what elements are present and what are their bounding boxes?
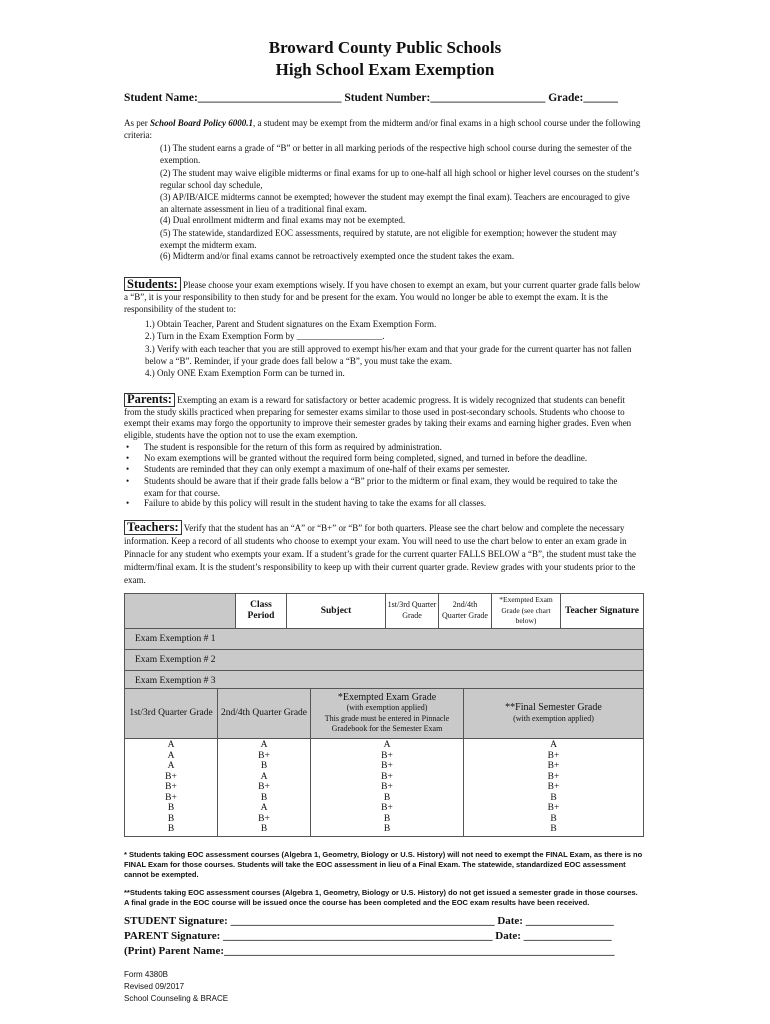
students-heading: Students: xyxy=(124,277,181,291)
title-form: High School Exam Exemption xyxy=(275,60,495,79)
grade-cell: B+ xyxy=(381,782,393,792)
grade-cell: B+ xyxy=(165,782,177,792)
grade-cell: B xyxy=(550,792,557,803)
grade-cell: B xyxy=(383,792,391,803)
grade-h2: 2nd/4th Quarter Grade xyxy=(218,689,311,739)
exemption-row-1: Exam Exemption # 1 xyxy=(125,628,644,649)
criteria-item: (2) The student may waive eligible midterms or final exams for up to one-half all high school or higher level courses on the student’s regular school day schedule, xyxy=(160,168,639,190)
student-step: 3.) Verify with each teacher that you are still approved to exempt his/her exam and that your grade for the current quarter has not fallen below a “B”. Reminder, if your grade does fall below a “B”, you must take the exam. xyxy=(145,344,632,366)
grade-col-1 xyxy=(125,739,218,837)
col-teacher-signature: Teacher Signature xyxy=(561,594,644,629)
title-district: Broward County Public Schools xyxy=(268,38,502,57)
grade-h1: 1st/3rd Quarter Grade xyxy=(125,689,218,739)
grade-cell: A xyxy=(550,740,557,750)
col-exempted: *Exempted Exam Grade (see chart below) xyxy=(492,594,561,629)
exemption-row-3: Exam Exemption # 3 xyxy=(125,670,644,691)
criteria-item: (1) The student earns a grade of “B” or better in all marking periods of the respective high school course during the semester of the exemption. xyxy=(160,143,632,165)
criteria-item: (3) AP/IB/AICE midterms cannot be exempted; however the student may exempt the final exam). Teachers are encouraged to give an alternate assessment in lieu of a traditional final exam. xyxy=(160,192,630,214)
grade-cell: B+ xyxy=(547,761,560,771)
parent-bullet: • Failure to abide by this policy will result in the student having to take the exams for all classes. xyxy=(126,498,487,508)
grade-col-2 xyxy=(218,739,311,837)
teachers-section: Teachers: Verify that the student has an “A” or “B+” or “B” for both quarters. Please see the chart below and complete the necessary information. Keep a record of all students who choose to exempt your exam. You will need to use the chart below to enter an exam grade in Pinnacle for any student who exempts your exam. If a student’s grade for the current quarter FALLS BELOW a “B”, the student must take the midterm/final exam. It is the student’s responsibility to keep up with their current quarter grade. Review grades with your students prior to the exam. xyxy=(124,520,637,585)
col-class-period: Class Period xyxy=(236,594,287,629)
parent-bullet: • Students are reminded that they can only exempt a maximum of one-half of their exams per semester. xyxy=(126,464,510,474)
grade-cell: B+ xyxy=(547,750,560,761)
grade-cell: B+ xyxy=(258,782,270,792)
grade-h4: **Final Semester Grade (with exemption applied) xyxy=(464,689,644,739)
grade-cell: A xyxy=(260,740,268,750)
footer-form: Form 4380B xyxy=(124,970,169,979)
grade-cell: A xyxy=(260,771,268,782)
intro-paragraph: As per School Board Policy 6000.1, a student may be exempt from the midterm and/or final exams in a high school course under the following criteria: xyxy=(124,118,641,140)
grade-cell: B+ xyxy=(547,803,560,813)
col-subject: Subject xyxy=(287,594,386,629)
grade-cell: B+ xyxy=(381,803,393,813)
grade-col-4 xyxy=(464,739,644,837)
grade-cell: B+ xyxy=(381,771,393,782)
note-1: * Students taking EOC assessment courses (Algebra 1, Geometry, Biology or U.S. History) will not need to exempt the FINAL Exam, as there is no FINAL Exam for those courses. Students will take the EOC assessment in lieu of a Final Exam. The statewide, standardized EOC assessment cannot be exempted. xyxy=(124,850,643,879)
footer-revised: Revised 09/2017 xyxy=(124,982,185,991)
grade-cell: B xyxy=(550,824,557,834)
grade-cell: A xyxy=(167,750,175,761)
grade-chart-table xyxy=(124,688,644,837)
parent-bullet: • Students should be aware that if their grade falls below a “B” prior to the midterm or final exam, they would be required to take the exam for that course. xyxy=(126,476,618,498)
student-info-line: Student Name:_________________________ Student Number:____________________ Grade:______ xyxy=(124,92,618,104)
grade-cell: B xyxy=(383,813,391,824)
student-step: 1.) Obtain Teacher, Parent and Student signatures on the Exam Exemption Form. xyxy=(145,319,437,329)
parents-heading: Parents: xyxy=(124,393,175,407)
grade-cell: B+ xyxy=(165,771,177,782)
grade-cell: A xyxy=(167,761,175,771)
col-q1: 1st/3rd Quarter Grade xyxy=(386,594,439,629)
col-q2: 2nd/4th Quarter Grade xyxy=(439,594,492,629)
grade-cell: B xyxy=(260,792,268,803)
grade-cell: B+ xyxy=(258,750,270,761)
parent-bullet: • The student is responsible for the return of this form as required by administration. xyxy=(126,442,442,452)
grade-cell: B xyxy=(167,803,175,813)
grade-cell: B xyxy=(383,824,391,834)
grade-cell: A xyxy=(167,740,175,750)
grade-cell: B xyxy=(550,813,557,824)
grade-col-3 xyxy=(311,739,464,837)
teachers-heading: Teachers: xyxy=(124,520,182,535)
grade-cell: B xyxy=(260,824,268,834)
grade-cell: B xyxy=(167,824,175,834)
student-step: 2.) Turn in the Exam Exemption Form by ___________________. xyxy=(145,331,385,341)
criteria-item: (6) Midterm and/or final exams cannot be retroactively exempted once the student takes the exam. xyxy=(160,251,515,261)
students-section: Students: Please choose your exam exemptions wisely. If you have chosen to exempt an exam, but your current quarter grade falls below a “B”, it is your responsibility to then study for and be present for the exam. You would no longer be able to exempt the exam. It is the responsibility of the student to: xyxy=(124,277,641,314)
footer-dept: School Counseling & BRACE xyxy=(124,994,229,1003)
criteria-item: (5) The statewide, standardized EOC assessments, required by statute, are not eligible for exemption; however the student may exempt the midterm exam. xyxy=(160,228,617,250)
parents-section: Parents: Exempting an exam is a reward for satisfactory or better academic progress. It is widely recognized that students can benefit from the study skills practiced when preparing for semester exams similar to those used in post-secondary schools. Students who choose to exempt their exams may forgo the opportunity to improve their semester grades by taking their exams and earning higher grades. Even when eligible, students have the option not to use the exam exemption. xyxy=(124,392,632,440)
parent-bullet: • No exam exemptions will be granted without the required form being completed, signed, and turned in before the deadline. xyxy=(126,453,588,463)
grade-cell: B+ xyxy=(258,813,270,824)
grade-cell: A xyxy=(383,740,391,750)
grade-cell: B+ xyxy=(547,771,560,782)
grade-cell: B+ xyxy=(547,782,560,792)
grade-cell: B xyxy=(260,761,268,771)
student-step: 4.) Only ONE Exam Exemption Form can be turned in. xyxy=(145,368,345,378)
parent-signature-line: PARENT Signature: _________________________________________________ Date: ________________ xyxy=(124,930,612,942)
student-signature-line: STUDENT Signature: ________________________________________________ Date: ________________ xyxy=(124,915,614,927)
grade-cell: B+ xyxy=(381,750,393,761)
exemption-row-2: Exam Exemption # 2 xyxy=(125,649,644,670)
grade-h3: *Exempted Exam Grade (with exemption applied) This grade must be entered in Pinnacle Gradebook for the Semester Exam xyxy=(311,689,464,739)
grade-cell: A xyxy=(260,803,268,813)
grade-cell: B xyxy=(167,813,175,824)
exemption-table xyxy=(124,593,644,692)
parent-name-line: (Print) Parent Name:_______________________________________________________________________ xyxy=(124,945,615,957)
grade-cell: B+ xyxy=(381,761,393,771)
criteria-item: (4) Dual enrollment midterm and final exams may not be exempted. xyxy=(160,215,406,225)
note-2: **Students taking EOC assessment courses (Algebra 1, Geometry, Biology or U.S. History) do not get issued a semester grade in those courses. A final grade in the EOC course will be issued once the course has been completed and the EOC exam results have been received. xyxy=(124,888,638,907)
grade-cell: B+ xyxy=(165,792,177,803)
